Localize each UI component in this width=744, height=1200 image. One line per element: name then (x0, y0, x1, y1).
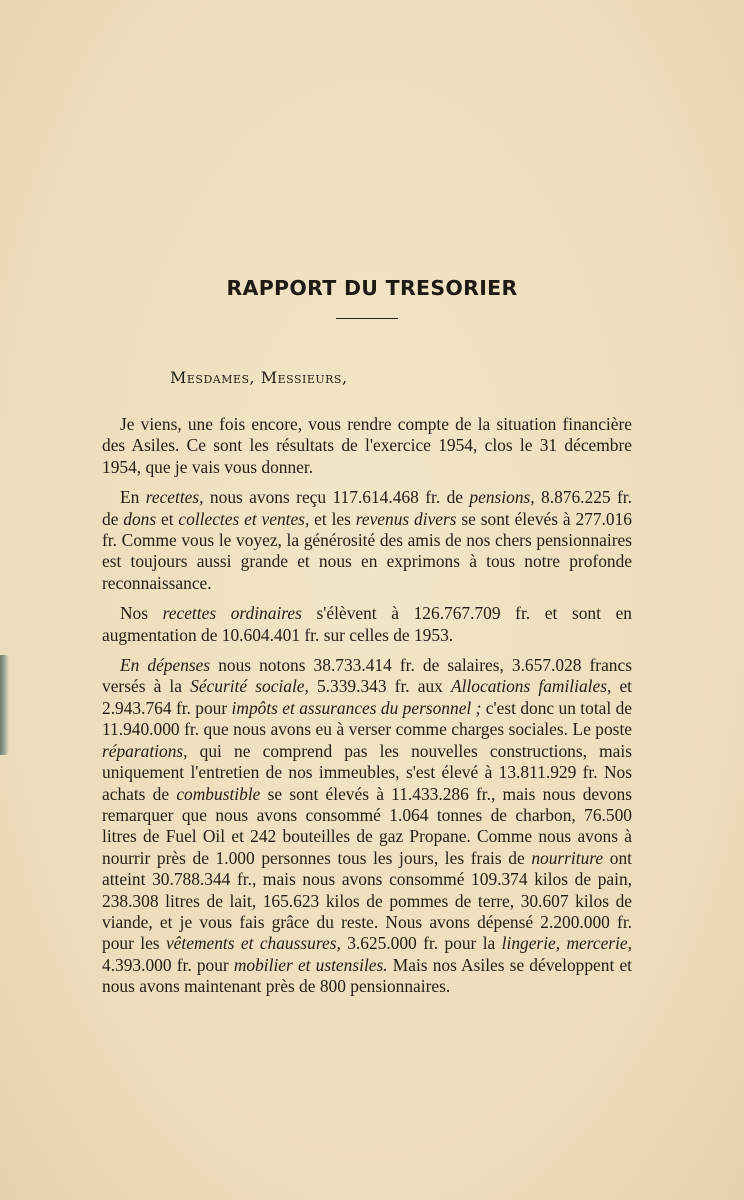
salutation: Mesdames, Messieurs, (170, 368, 348, 387)
text-segment: En (120, 487, 146, 508)
paragraph-2 (102, 487, 632, 594)
italic-term: vêtements et chaussures, (165, 933, 341, 954)
text-segment: qui ne comprend pas les nouvelles constructions, mais uniquement l'entretien de nos immeubles, s'est élevé à 13.811.929 fr. Nos achats de (102, 740, 632, 804)
binding-edge (0, 655, 9, 755)
italic-term: lingerie, mercerie, (501, 933, 632, 954)
title-underline (336, 318, 398, 319)
text-segment: nous avons reçu 117.614.468 fr. de (203, 487, 470, 508)
paragraph-1 (102, 414, 632, 478)
text-segment: et 2.943.764 fr. pour (102, 676, 632, 718)
text-segment: Je viens, une fois encore, vous rendre compte de la situation financière des Asiles. Ce sont les résultats de l'exercice 1954, clos le 31 décembre 1954, que je vais vous donner. (102, 414, 632, 477)
text-segment: 8.876.225 fr. de (102, 487, 632, 529)
italic-term: recettes, (145, 487, 204, 508)
italic-term: recettes ordinaires (162, 603, 302, 624)
italic-term: combustible (176, 783, 261, 804)
paragraph-3 (102, 603, 632, 646)
text-segment: 4.393.000 fr. pour (102, 954, 234, 975)
italic-term: impôts et assurances du personnel ; (231, 697, 482, 718)
text-segment: se sont élevés à 11.433.286 fr., mais nous devons remarquer que nous avons consommé 1.064 tonnes de charbon, 76.500 litres de Fuel Oil et 242 bouteilles de gaz Propane. Comme nous avons à nourrir près de 1.000 personnes tous les jours, les frais de (102, 783, 632, 868)
text-segment: et (156, 508, 179, 529)
italic-term: En dépenses (120, 655, 211, 676)
text-segment: Mais nos Asiles se développent et nous avons maintenant près de 800 pensionnaires. (102, 954, 633, 997)
text-segment: nous notons 38.733.414 fr. de salaires, 3.657.028 francs versés à la (102, 655, 632, 697)
italic-term: mobilier et ustensiles. (233, 954, 388, 975)
italic-term: nourriture (531, 847, 604, 868)
text-segment: 3.625.000 fr. pour la (340, 933, 502, 954)
italic-term: Sécurité sociale, (190, 676, 309, 697)
italic-term: dons (123, 508, 157, 529)
report-body (102, 414, 632, 1007)
text-segment: 5.339.343 fr. aux (308, 676, 452, 697)
text-segment: s'élèvent à 126.767.709 fr. et sont en augmentation de 10.604.401 fr. sur celles de 1953. (102, 603, 632, 645)
paragraph-4 (102, 655, 632, 998)
italic-term: pensions, (469, 487, 535, 508)
text-segment: se sont élevés à 277.016 fr. Comme vous le voyez, la générosité des amis de nos chers pensionnaires est toujours aussi grande et nous en exprimons à tous notre profonde reconnaissance. (102, 508, 632, 593)
text-segment: et les (309, 508, 356, 529)
italic-term: Allocations familiales, (451, 676, 612, 697)
text-segment: ont atteint 30.788.344 fr., mais nous avons consommé 109.374 kilos de pain, 238.308 litres de lait, 165.623 kilos de pommes de terre, 30.607 kilos de viande, et je vous fais grâce du reste. Nous avons dépensé 2.200.000 fr. pour les (102, 847, 632, 954)
italic-term: réparations, (102, 740, 188, 761)
text-segment: Nos (120, 603, 163, 624)
text-segment: c'est donc un total de 11.940.000 fr. que nous avons eu à verser comme charges sociales. Le poste (102, 697, 632, 740)
italic-term: revenus divers (355, 508, 457, 529)
italic-term: collectes et ventes, (178, 508, 310, 529)
page-title: RAPPORT DU TRESORIER (226, 276, 518, 300)
